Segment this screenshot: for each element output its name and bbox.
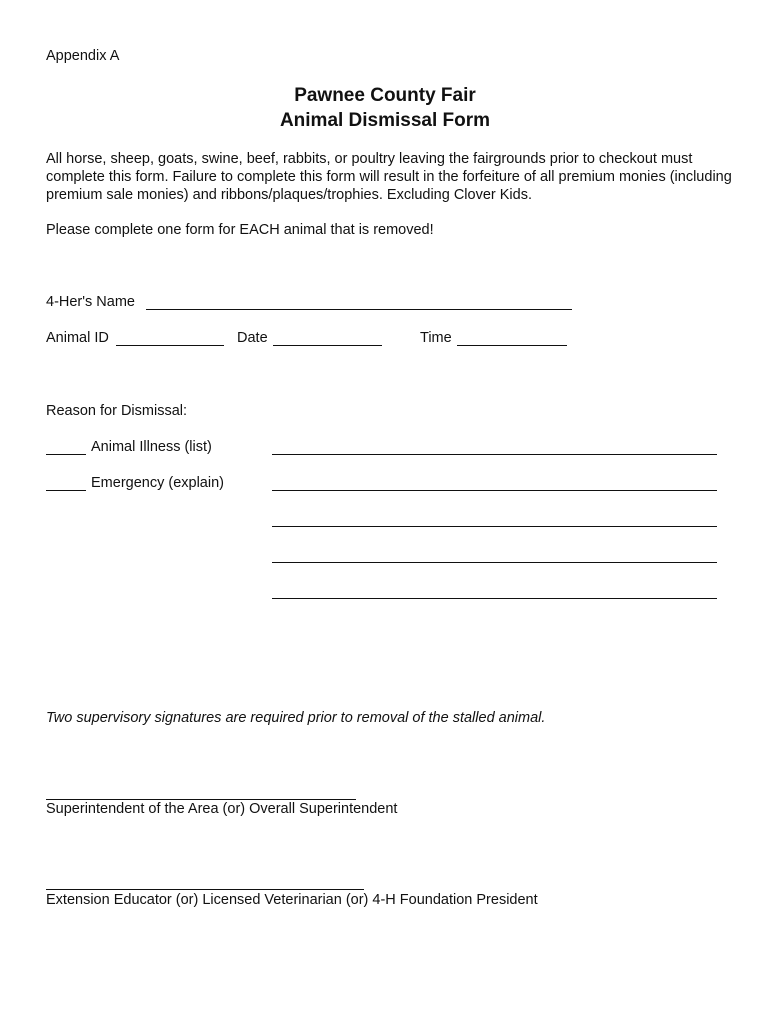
illness-label: Animal Illness (list) — [91, 439, 212, 455]
signature2-label: Extension Educator (or) Licensed Veterinarian (or) 4-H Foundation President — [46, 892, 538, 908]
intro-paragraph: All horse, sheep, goats, swine, beef, rabbits, or poultry leaving the fairgrounds prior to checkout must complete this form. Failure to complete this form will result in the forfeiture of all premium monies (including premium sale monies) and ribbons/plaques/trophies. Excluding Clover Kids. — [46, 151, 732, 203]
explain-line-4[interactable] — [272, 562, 717, 563]
explain-line-3[interactable] — [272, 526, 717, 527]
signature1-line[interactable] — [46, 799, 356, 800]
name-label: 4-Her's Name — [46, 294, 135, 310]
animal-id-field-line[interactable] — [116, 345, 224, 346]
name-field-line[interactable] — [146, 309, 572, 310]
form-title-line2: Animal Dismissal Form — [279, 110, 491, 131]
instruction-text: Please complete one form for EACH animal that is removed! — [46, 222, 434, 238]
appendix-label: Appendix A — [46, 48, 120, 64]
emergency-explain-line[interactable] — [272, 490, 717, 491]
signatures-note: Two supervisory signatures are required prior to removal of the stalled animal. — [46, 710, 546, 726]
form-title-line1: Pawnee County Fair — [294, 85, 476, 106]
date-field-line[interactable] — [273, 345, 382, 346]
emergency-check-line[interactable] — [46, 490, 86, 491]
animal-id-label: Animal ID — [46, 330, 109, 346]
time-field-line[interactable] — [457, 345, 567, 346]
explain-line-5[interactable] — [272, 598, 717, 599]
date-label: Date — [237, 330, 268, 346]
time-label: Time — [420, 330, 452, 346]
reason-heading: Reason for Dismissal: — [46, 403, 188, 419]
illness-explain-line[interactable] — [272, 454, 717, 455]
illness-check-line[interactable] — [46, 454, 86, 455]
emergency-label: Emergency (explain) — [91, 475, 224, 491]
signature2-line[interactable] — [46, 889, 364, 890]
signature1-label: Superintendent of the Area (or) Overall Superintendent — [46, 801, 398, 817]
